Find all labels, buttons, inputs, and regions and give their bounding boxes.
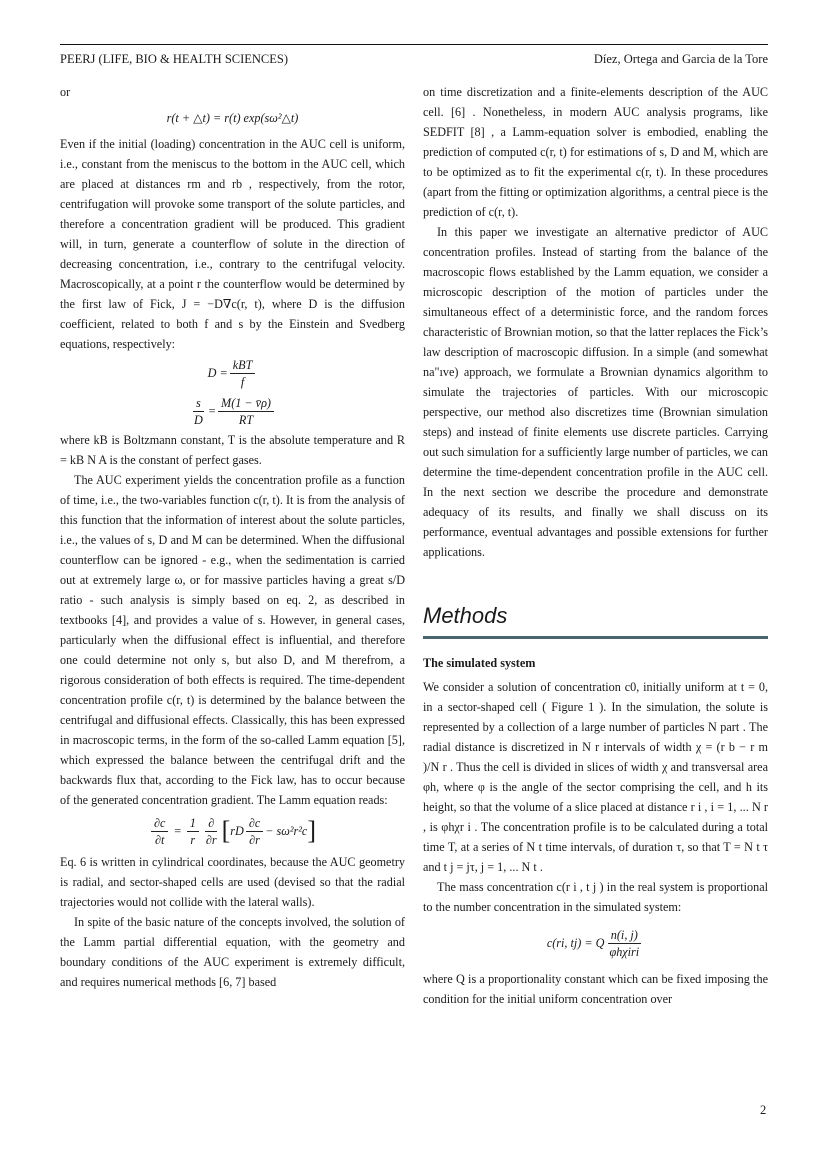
eq-s-lhs-denominator: D <box>194 412 203 427</box>
paragraph-numerical-methods: In spite of the basic nature of the concepts involved, the solution of the Lamm partial differential equation, with the geometry and boundary conditions of the AUC experiment is extremely difficult, and requires numerical methods [6, 7] based <box>60 915 405 989</box>
paragraph-finite-elements: on time discretization and a finite-elements description of the AUC cell. [6] . Nonetheless, in modern AUC analysis programs, like SEDFIT [8] , a Lamm-equation solver is embodied, enabling the prediction of computed c(r, t) for estimations of s, D and M, which are to be optimized as to fit the experimental c(r, t). In these procedures (apart from the fitting or optimization algorithms, a central piece is the prediction of c(r, t). <box>423 85 768 219</box>
eq-lamm-rd: rD <box>230 824 244 838</box>
equation-concentration <box>423 917 768 969</box>
eq-lamm-dc-dr <box>246 815 263 848</box>
eq-lamm-f3-num: ∂c <box>246 815 263 832</box>
equation-einstein <box>60 354 405 392</box>
equation-radial-position: r(t + △t) = r(t) exp(sω²△t) <box>166 111 299 125</box>
eq-s-rhs-fraction <box>218 395 274 428</box>
subsection-title-simulated-system: The simulated system <box>423 656 536 670</box>
paragraph-alternative-predictor: In this paper we investigate an alternative predictor of AUC concentration profiles. Instead of starting from the balance of the macroscopic flows established by the Lamm equation, we consider a microscopic description of the motion of particles under the simultaneous effect of a deterministic force, and the random forces characteristic of Brownian motion, so that the latter replaces the Fick’s law description of macroscopic diffusion. In a simple (and somewhat na"ıve) approach, we formulate a Brownian dynamics algorithm to simulate the trajectories of particles. With our microscopic perspective, our method also discretizes time (Brownian simulation steps) and instead of finite elements use discrete particles. Carrying out such simulation for a sufficiently large number of particles, we can determine the time-dependent concentration profile in the AUC cell. In the next section we describe the procedure and demonstrate adequacy of its results, and finally we shall discuss on its performance, eventual advantages and possible extensions for further applications. <box>423 225 768 559</box>
page-number: 2 <box>760 1103 767 1117</box>
eq-lamm-f1-num: 1 <box>187 815 199 832</box>
eq-lamm-lhs <box>151 815 168 848</box>
journal-name: PEERJ (LIFE, BIO & HEALTH SCIENCES) <box>60 52 289 66</box>
paragraph-or: or <box>60 85 71 99</box>
paragraph-simulated-system: We consider a solution of concentration c0, initially uniform at t = 0, in a sector-shaped cell ( Figure 1 ). In the simulation, the solute is represented by a collection of a large number of particles N part . The radial distance is discretized in N r intervals of width χ = (r b − r m )/N r . Thus the cell is divided in slices of width χ and transversal area φh, where φ is the angle of the sector comprising the cell, and h its height, so that the volume of a slice placed at distance r i , i = 1, ... N r , is φhχr i . The concentration profile is to be calculated during a total time T, at a series of N t time intervals, of duration τ, so that T = N t τ and t j = jτ, j = 1, ... N t . <box>423 680 768 874</box>
eq-lamm-bracket-open: [ <box>221 816 231 845</box>
eq-c-denominator: φhχiri <box>609 944 640 959</box>
running-header <box>60 44 768 69</box>
eq-c-numerator: n(i, j) <box>608 927 641 944</box>
eq-d-numerator: kBT <box>230 357 256 374</box>
eq-lamm-lhs-num: ∂c <box>151 815 168 832</box>
paragraph-mass-concentration: The mass concentration c(r i , t j ) in the real system is proportional to the number concentration in the simulated system: <box>423 880 768 914</box>
eq-d-denominator: f <box>240 374 245 389</box>
eq-d-lhs: D = <box>207 366 228 380</box>
author-names: Díez, Ortega and Garcia de la Tore <box>593 52 768 66</box>
paragraph-cylindrical: Eq. 6 is written in cylindrical coordinates, because the AUC geometry is radial, and sector-shaped cells are used (devised so that the radial trajectories would not collide with the lateral walls). <box>60 855 405 909</box>
eq-lamm-lhs-den: ∂t <box>154 832 165 847</box>
eq-lamm-one-over-r <box>187 815 199 848</box>
equation-svedberg <box>60 392 405 430</box>
eq-lamm-bracket-close: ] <box>307 816 317 845</box>
eq-s-denominator: RT <box>238 412 254 427</box>
eq-lamm-f1-den: r <box>190 832 196 847</box>
eq-lamm-f2-num: ∂ <box>205 815 217 832</box>
equation-lamm <box>60 810 405 852</box>
eq-s-lhs-fraction <box>191 395 206 428</box>
paragraph-boltzmann: where kB is Boltzmann constant, T is the absolute temperature and R = kB N A is the constant of perfect gases. <box>60 433 405 467</box>
eq-lamm-equals: = <box>170 824 185 838</box>
eq-d-fraction <box>230 357 256 390</box>
eq-s-numerator: M(1 − v̄ρ) <box>218 395 274 412</box>
eq-lamm-partial-r <box>203 815 220 848</box>
eq-lamm-f3-den: ∂r <box>249 832 260 847</box>
eq-c-fraction <box>606 927 642 960</box>
eq-s-lhs-numerator: s <box>193 395 204 412</box>
paragraph-proportionality: where Q is a proportionality constant which can be fixed imposing the condition for the initial uniform concentration over <box>423 972 768 1006</box>
eq-lamm-drift-term: − sω²r²c <box>265 824 308 838</box>
eq-lamm-f2-den: ∂r <box>205 832 217 847</box>
paragraph-auc-experiment: The AUC experiment yields the concentration profile as a function of time, i.e., the two-variables function c(r, t). It is from the analysis of this function that the information of interest about the solute particles, i.e., the values of s, D and M can be determined. When the diffusional counterflow can be ignored - e.g., when the sedimentation is carried out at extremely large ω, or for massive particles having a great s/D ratio - such analysis is simply based on eq. 2, as described in textbooks [4], and provides a value of s. However, in general cases, particularly when the diffusional effect is influential, and therefore one could determine not only s, but also D, and M therefrom, a rigorous consideration of both effects is required. The time-dependent concentration profile c(r, t) is determined by the balance between the centrifugal and diffusional effects. Classically, this has been expressed in macroscopic terms, in the form of the so-called Lamm equation [5], which expressed the balance between the centrifugal drift and the backwards flux that, according to the Fick law, has to occur because of the generated concentration gradient. The Lamm equation reads: <box>60 473 405 807</box>
right-column <box>423 82 768 1009</box>
paragraph-gradient: Even if the initial (loading) concentration in the AUC cell is uniform, i.e., constant from the meniscus to the bottom in the AUC cell, which are placed at distances rm and rb , respectively, from the rotor, centrifugation will provoke some transport of the solute particles, and therefore a concentration gradient will be produced. This gradient will, in turn, generate a counterflow of solute in the direction of decreasing concentration, i.e., contrary to the centrifugal velocity. Macroscopically, at a point r the counterflow would be determined by the first law of Fick, J = −D∇c(r, t), where D is the diffusion coefficient, related to both f and s by the Einstein and Svedberg equations, respectively: <box>60 137 405 351</box>
left-column <box>60 82 405 992</box>
eq-s-equals: = <box>207 404 217 418</box>
eq-c-lhs: c(ri, tj) = Q <box>546 936 605 950</box>
section-title-methods: Methods <box>423 602 768 639</box>
